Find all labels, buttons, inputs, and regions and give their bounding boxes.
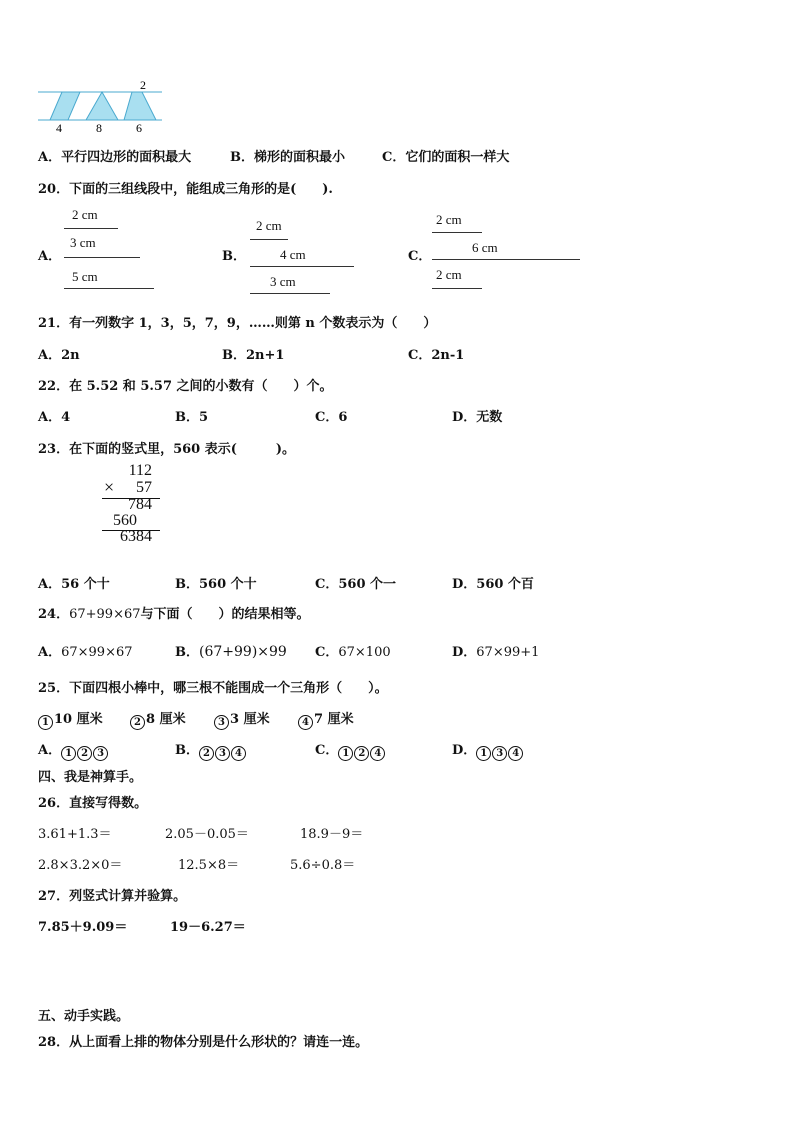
q20-b-seg3-label: 3 cm — [270, 274, 296, 289]
q25-option-a-letter: A． — [38, 743, 62, 758]
q20-c-seg1-line — [432, 232, 482, 233]
circled-number: 4 — [508, 746, 523, 761]
q20-b-seg3-line — [250, 293, 330, 294]
q26-item-1: 3.61+1.3＝ — [38, 827, 112, 842]
q20-b-seg1-label: 2 cm — [256, 218, 282, 233]
q20-a-seg1-label: 2 cm — [72, 207, 98, 222]
q26-stem: 26．直接写得数。 — [38, 796, 148, 811]
circled-number-2: 2 — [130, 715, 145, 730]
q21-option-c: C．2n-1 — [408, 348, 465, 363]
q22-stem: 22．在 5.52 和 5.57 之间的小数有（ ）个。 — [38, 379, 333, 394]
q24-option-b — [175, 641, 287, 660]
q23-option-d: D．560 个百 — [452, 577, 534, 592]
q24-option-d — [452, 641, 539, 660]
circled-number: 1 — [61, 746, 76, 761]
circled-number: 2 — [77, 746, 92, 761]
q25-stick-3-text: 3 厘米 — [230, 712, 270, 727]
q23-vertical-multiplication — [100, 463, 164, 553]
q19-option-a: A．平行四边形的面积最大 — [38, 150, 192, 165]
vertical-partial-2: 560 — [113, 512, 137, 529]
circled-number: 4 — [231, 746, 246, 761]
q20-a-seg1-line — [64, 228, 118, 229]
q24-option-b-letter: B． — [175, 645, 199, 660]
q24-number: 24． — [38, 607, 70, 622]
q25-option-c-letter: C． — [315, 743, 339, 758]
q19-shapes-figure — [36, 78, 166, 134]
circled-number-3: 3 — [214, 715, 229, 730]
circled-number: 1 — [476, 746, 491, 761]
q20-stem: 20．下面的三组线段中，能组成三角形的是( ). — [38, 182, 333, 197]
q24-stem-expression: 67+99×67 — [69, 607, 141, 622]
q20-a-seg2-line — [64, 257, 140, 258]
q24-option-a — [38, 641, 133, 660]
q25-stick-1 — [38, 708, 103, 730]
figure-bottom-label-1: 4 — [56, 121, 62, 134]
vertical-partial-1: 784 — [128, 496, 152, 513]
q26-item-5: 12.5×8＝ — [178, 858, 240, 873]
q23-option-c: C．560 个一 — [315, 577, 397, 592]
q23-option-a: A．56 个十 — [38, 577, 110, 592]
trapezoid-shape — [124, 92, 156, 120]
q24-option-c-expr: 67×100 — [338, 645, 391, 660]
q20-c-seg1-label: 2 cm — [436, 212, 462, 227]
q25-stem: 25．下面四根小棒中，哪三根不能围成一个三角形（ ）。 — [38, 681, 388, 696]
q23-stem: 23．在下面的竖式里，560 表示( )。 — [38, 442, 296, 457]
q25-stick-2 — [130, 708, 186, 730]
q25-option-b — [175, 739, 247, 761]
q22-option-a: A．4 — [38, 410, 71, 425]
q22-option-d: D．无数 — [452, 410, 503, 425]
q26-item-2: 2.05－0.05＝ — [165, 827, 249, 842]
q20-b-seg1-line — [250, 239, 288, 240]
q25-option-a — [38, 739, 109, 761]
q25-stick-4 — [298, 708, 354, 730]
vertical-times-sign: × — [104, 477, 115, 497]
q25-option-c — [315, 739, 386, 761]
q25-option-d-letter: D． — [452, 743, 477, 758]
q20-b-seg2-line — [250, 266, 354, 267]
q26-item-3: 18.9－9＝ — [300, 827, 364, 842]
circled-number: 3 — [492, 746, 507, 761]
q25-stick-4-text: 7 厘米 — [314, 712, 354, 727]
q27-item-1: 7.85＋9.09＝ — [38, 920, 128, 935]
q24-option-a-letter: A． — [38, 645, 62, 660]
section-4-heading: 四、我是神算手。 — [38, 770, 143, 785]
figure-bottom-label-3: 6 — [136, 121, 142, 134]
circled-number: 3 — [93, 746, 108, 761]
q27-stem: 27．列竖式计算并验算。 — [38, 889, 187, 904]
q20-a-seg3-label: 5 cm — [72, 269, 98, 284]
figure-bottom-label-2: 8 — [96, 121, 102, 134]
q20-option-a-letter: A． — [38, 249, 62, 264]
q24-option-c-letter: C． — [315, 645, 339, 660]
q24-option-d-expr: 67×99+1 — [476, 645, 540, 660]
q20-c-seg2-line — [432, 259, 580, 260]
figure-top-label: 2 — [140, 78, 146, 92]
q24-stem — [38, 603, 310, 622]
q20-c-seg3-label: 2 cm — [436, 267, 462, 282]
q25-stick-2-text: 8 厘米 — [146, 712, 186, 727]
q24-option-c — [315, 641, 391, 660]
section-5-heading: 五、动手实践。 — [38, 1009, 130, 1024]
circled-number: 2 — [199, 746, 214, 761]
circled-number-4: 4 — [298, 715, 313, 730]
q25-stick-1-text: 10 厘米 — [54, 712, 103, 727]
vertical-result: 6384 — [120, 528, 152, 545]
q20-a-seg3-line — [64, 288, 154, 289]
q24-option-a-expr: 67×99×67 — [61, 645, 133, 660]
vertical-top-number: 112 — [128, 462, 152, 479]
q20-option-c-letter: C． — [408, 249, 432, 264]
circled-number-1: 1 — [38, 715, 53, 730]
q21-stem: 21．有一列数字 1，3，5，7，9，……则第 n 个数表示为（ ） — [38, 316, 437, 331]
q27-item-2: 19－6.27＝ — [170, 920, 246, 935]
q24-stem-rest: 与下面（ ）的结果相等。 — [140, 607, 310, 622]
q26-item-6: 5.6÷0.8＝ — [290, 858, 356, 873]
parallelogram-shape — [50, 92, 80, 120]
q22-option-c: C．6 — [315, 410, 348, 425]
q20-b-seg2-label: 4 cm — [280, 247, 306, 262]
q21-option-a: A．2n — [38, 348, 80, 363]
triangle-shape — [86, 92, 118, 120]
circled-number: 2 — [354, 746, 369, 761]
circled-number: 3 — [215, 746, 230, 761]
q24-option-d-letter: D． — [452, 645, 477, 660]
circled-number: 4 — [370, 746, 385, 761]
q24-option-b-expr: (67+99)×99 — [199, 644, 287, 660]
q20-option-b-letter: B． — [222, 249, 246, 264]
q25-option-d — [452, 739, 524, 761]
vertical-multiplier: 57 — [136, 479, 152, 496]
q25-stick-3 — [214, 708, 270, 730]
q19-option-b: B．梯形的面积最小 — [230, 150, 345, 165]
q20-c-seg2-label: 6 cm — [472, 240, 498, 255]
q25-option-b-letter: B． — [175, 743, 199, 758]
q20-c-seg3-line — [432, 288, 482, 289]
q22-option-b: B．5 — [175, 410, 209, 425]
q23-option-b: B．560 个十 — [175, 577, 257, 592]
q28-stem: 28．从上面看上排的物体分别是什么形状的？请连一连。 — [38, 1035, 369, 1050]
q26-item-4: 2.8×3.2×0＝ — [38, 858, 123, 873]
q19-option-c: C．它们的面积一样大 — [382, 150, 510, 165]
circled-number: 1 — [338, 746, 353, 761]
q20-a-seg2-label: 3 cm — [70, 235, 96, 250]
q21-option-b: B．2n+1 — [222, 348, 285, 363]
